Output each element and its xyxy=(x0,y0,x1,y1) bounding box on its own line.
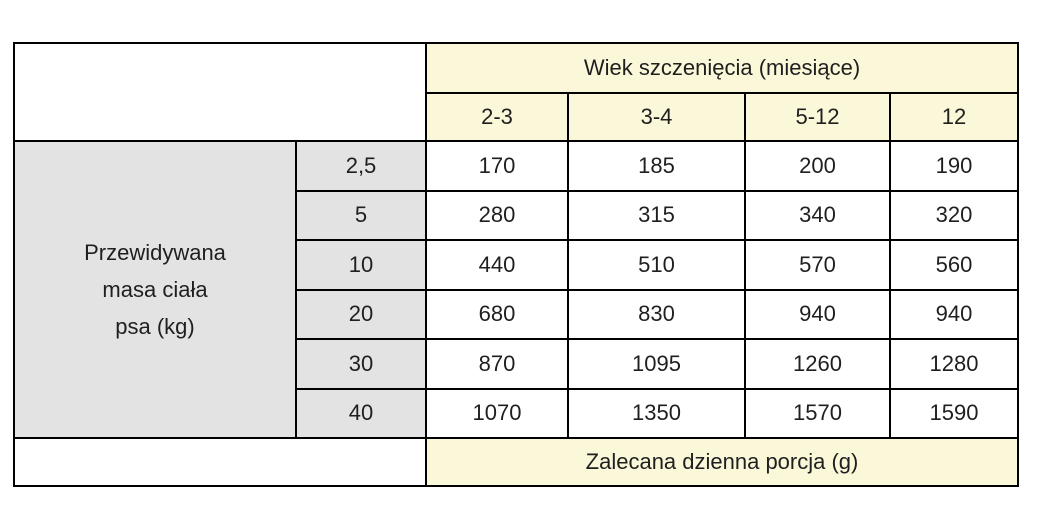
portion-cell: 1590 xyxy=(890,389,1018,439)
row-label: 20 xyxy=(296,290,426,340)
table-footer-row xyxy=(14,438,1018,486)
portion-cell: 1280 xyxy=(890,339,1018,389)
row-group-header-line: masa ciała xyxy=(102,277,208,302)
portion-cell: 1570 xyxy=(745,389,890,439)
column-header-5-12: 5-12 xyxy=(745,93,890,141)
table-header-row xyxy=(14,43,1018,93)
portion-cell: 870 xyxy=(426,339,568,389)
column-header-3-4: 3-4 xyxy=(568,93,745,141)
footer-empty-cell xyxy=(14,438,426,486)
column-header-2-3: 2-3 xyxy=(426,93,568,141)
portion-cell: 570 xyxy=(745,240,890,290)
column-group-header: Wiek szczenięcia (miesiące) xyxy=(426,43,1018,93)
portion-cell: 170 xyxy=(426,141,568,191)
row-label: 5 xyxy=(296,191,426,241)
portion-cell: 200 xyxy=(745,141,890,191)
portion-cell: 830 xyxy=(568,290,745,340)
portion-cell: 1260 xyxy=(745,339,890,389)
portion-cell: 1095 xyxy=(568,339,745,389)
portion-cell: 680 xyxy=(426,290,568,340)
portion-cell: 940 xyxy=(890,290,1018,340)
column-header-12: 12 xyxy=(890,93,1018,141)
footer-caption: Zalecana dzienna porcja (g) xyxy=(426,438,1018,486)
portion-cell: 340 xyxy=(745,191,890,241)
corner-empty-cell xyxy=(14,43,426,141)
portion-cell: 1350 xyxy=(568,389,745,439)
portion-cell: 185 xyxy=(568,141,745,191)
row-label: 10 xyxy=(296,240,426,290)
row-label: 2,5 xyxy=(296,141,426,191)
portion-cell: 190 xyxy=(890,141,1018,191)
portion-cell: 1070 xyxy=(426,389,568,439)
row-label: 40 xyxy=(296,389,426,439)
portion-cell: 320 xyxy=(890,191,1018,241)
portion-cell: 280 xyxy=(426,191,568,241)
puppy-feeding-table xyxy=(13,42,1019,487)
row-group-header-line: Przewidywana xyxy=(84,240,226,265)
row-label: 30 xyxy=(296,339,426,389)
portion-cell: 440 xyxy=(426,240,568,290)
portion-cell: 510 xyxy=(568,240,745,290)
portion-cell: 315 xyxy=(568,191,745,241)
row-group-header xyxy=(14,141,296,438)
portion-cell: 940 xyxy=(745,290,890,340)
portion-cell: 560 xyxy=(890,240,1018,290)
row-group-header-line: psa (kg) xyxy=(115,314,195,339)
table-row xyxy=(14,141,1018,191)
